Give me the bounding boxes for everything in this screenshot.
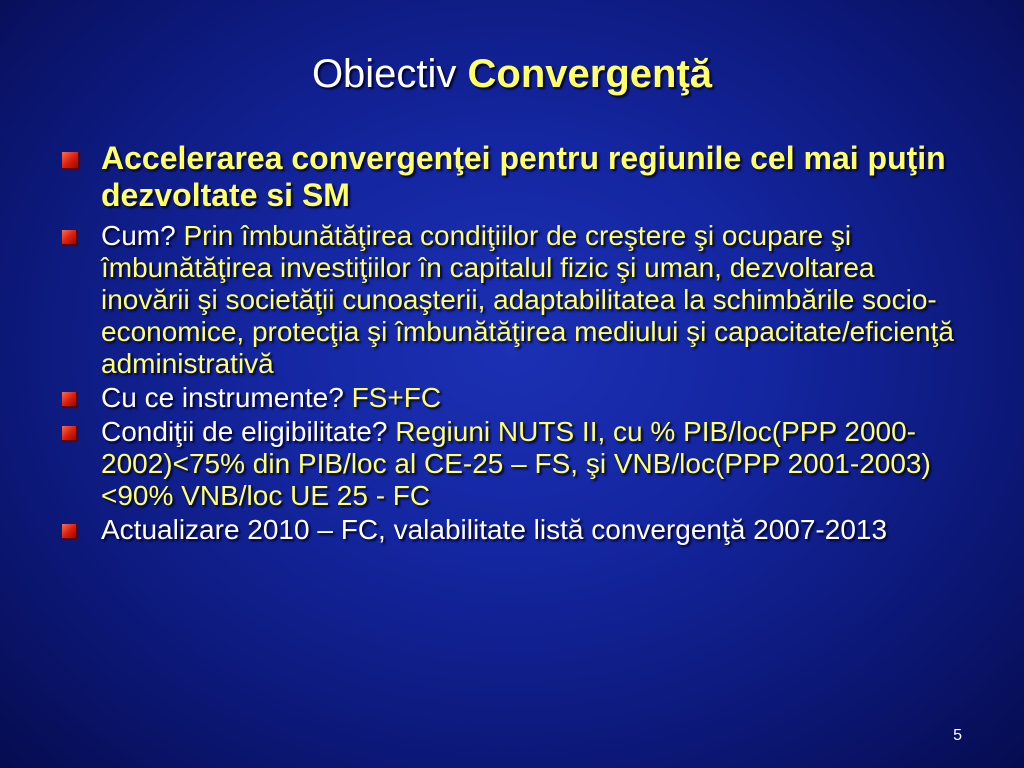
- bullet-question: Cu ce instrumente?: [101, 382, 352, 413]
- bullet-question: Condiţii de eligibilitate?: [101, 416, 396, 447]
- bullet-answer: Prin îmbunătăţirea condiţiilor de creştere şi ocupare şi îmbunătăţirea investiţiilor în capitalul fizic şi uman, dezvoltarea inovării şi societăţii cunoaşterii, adaptabilitatea la schimbările socio-economice, protecţia şi îmbunătăţirea mediului şi capacitate/eficienţă administrativă: [101, 220, 954, 379]
- bullet-item: [60, 140, 970, 214]
- bullet-list: [60, 140, 970, 548]
- bullet-text: Actualizare 2010 – FC, valabilitate listă convergenţă 2007-2013: [101, 514, 888, 545]
- bullet-item: [60, 220, 970, 380]
- bullet-item: [60, 382, 970, 414]
- title-prefix: Obiectiv: [311, 52, 468, 96]
- red-square-bullet-icon: [62, 426, 78, 442]
- slide-title: [0, 50, 1024, 98]
- red-square-bullet-icon: [62, 152, 80, 170]
- bullet-item: [60, 514, 970, 546]
- bullet-text: Accelerarea convergenţei pentru regiunile cel mai puţin dezvoltate si SM: [101, 140, 946, 213]
- bullet-question: Cum?: [101, 220, 184, 251]
- title-accent: Convergenţă: [467, 52, 713, 96]
- bullet-answer: Regiuni NUTS II, cu % PIB/loc(PPP 2000-2002)<75% din PIB/loc al CE-25 – FS, şi VNB/loc(PPP 2001-2003)<90% VNB/loc UE 25 - FC: [101, 416, 931, 511]
- bullet-answer: FS+FC: [351, 382, 442, 413]
- red-square-bullet-icon: [62, 392, 78, 408]
- bullet-item: [60, 416, 970, 512]
- red-square-bullet-icon: [62, 230, 78, 246]
- page-number: 5: [953, 727, 962, 744]
- red-square-bullet-icon: [62, 524, 78, 540]
